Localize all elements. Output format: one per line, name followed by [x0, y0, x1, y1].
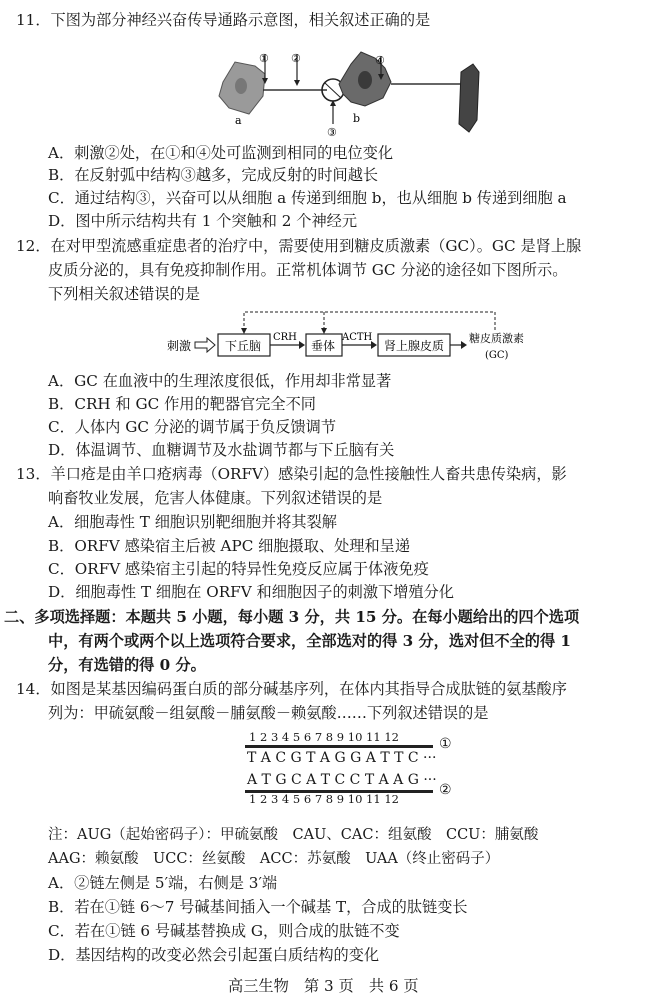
- q14-option-b: B．若在①链 6～7 号碱基间插入一个碱基 T，合成的肽链变长: [48, 898, 468, 916]
- section2-header-2: 中，有两个或两个以上选项符合要求，全部选对的得 3 分，选对但不全的得 1: [48, 632, 571, 650]
- q13-option-d: D．细胞毒性 T 细胞在 ORFV 和细胞因子的刺激下增殖分化: [48, 583, 454, 601]
- acth-label: ACTH: [342, 332, 373, 343]
- marker-3: ③: [327, 126, 337, 139]
- q14-note-2: AAG：赖氨酸 UCC：丝氨酸 ACC：苏氨酸 UAA（终止密码子）: [48, 851, 500, 867]
- q14-option-a: A．②链左侧是 5′端，右侧是 3′端: [48, 874, 278, 892]
- dna-sequence-figure: [245, 730, 465, 806]
- marker-4: ④: [375, 54, 385, 67]
- section2-header-3: 分，有选错的得 0 分。: [48, 656, 206, 674]
- q11-option-b: B．在反射弧中结构③越多，完成反射的时间越长: [48, 166, 379, 184]
- strand-1-sequence: T A C G T A G G A T T C ···: [247, 750, 437, 766]
- adrenal-cortex-box: 肾上腺皮质: [384, 339, 445, 353]
- q13-option-a: A．细胞毒性 T 细胞识别靶细胞并将其裂解: [48, 513, 337, 531]
- q11-option-a: A．刺激②处，在①和④处可监测到相同的电位变化: [48, 144, 394, 162]
- q14-stem-1: 14．如图是某基因编码蛋白质的部分碱基序列，在体内其指导合成肽链的氨基酸序: [16, 680, 567, 698]
- gc-regulation-diagram: [165, 306, 545, 368]
- q11-stem: 11．下图为部分神经兴奋传导通路示意图，相关叙述正确的是: [16, 11, 431, 29]
- section2-header-1: 二、多项选择题：本题共 5 小题，每小题 3 分，共 15 分。在每小题给出的四个选项: [4, 608, 580, 626]
- strand-1-line: [245, 745, 433, 748]
- q12-option-b: B．CRH 和 GC 作用的靶器官完全不同: [48, 395, 316, 413]
- q13-option-b: B．ORFV 感染宿主后被 APC 细胞摄取、处理和呈递: [48, 537, 411, 555]
- strand-1-marker: ①: [439, 736, 452, 752]
- neuron-diagram: [215, 44, 495, 139]
- stimulus-label: 刺激: [167, 339, 192, 353]
- q12-stem-2: 皮质分泌的，具有免疫抑制作用。正常机体调节 GC 分泌的途径如下图所示。: [48, 261, 568, 279]
- q14-note-1: 注：AUG（起始密码子）：甲硫氨酸 CAU、CAC：组氨酸 CCU：脯氨酸: [48, 827, 539, 843]
- marker-2: ②: [291, 52, 301, 65]
- q12-stem-3: 下列相关叙述错误的是: [48, 285, 200, 303]
- crh-label: CRH: [273, 332, 297, 343]
- page-footer: 高三生物 第 3 页 共 6 页: [228, 977, 419, 995]
- marker-1: ①: [259, 52, 269, 65]
- pituitary-box: 垂体: [311, 339, 336, 353]
- q12-option-a: A．GC 在血液中的生理浓度很低，作用却非常显著: [48, 372, 392, 390]
- q13-stem-2: 响畜牧业发展，危害人体健康。下列叙述错误的是: [48, 489, 383, 507]
- q12-stem-1: 12．在对甲型流感重症患者的治疗中，需要使用到糖皮质激素（GC）。GC 是肾上腺: [16, 237, 582, 255]
- cell-a-label: a: [235, 114, 242, 127]
- q13-stem-1: 13．羊口疮是由羊口疮病毒（ORFV）感染引起的急性接触性人畜共患传染病，影: [16, 465, 567, 483]
- base-numbers-bottom: 1 2 3 4 5 6 7 8 9 10 11 12: [249, 792, 399, 806]
- gc-abbr-label: (GC): [485, 350, 509, 361]
- q11-option-c: C．通过结构③，兴奋可以从细胞 a 传递到细胞 b，也从细胞 b 传递到细胞 a: [48, 189, 567, 207]
- cell-b-label: b: [353, 112, 361, 125]
- strand-2-sequence: A T G C A T C C T A A G ···: [247, 772, 437, 788]
- q14-stem-2: 列为：甲硫氨酸－组氨酸－脯氨酸－赖氨酸……下列叙述错误的是: [48, 704, 489, 722]
- q14-option-c: C．若在①链 6 号碱基替换成 G，则合成的肽链不变: [48, 922, 400, 940]
- q12-option-d: D．体温调节、血糖调节及水盐调节都与下丘脑有关: [48, 441, 395, 459]
- q14-option-d: D．基因结构的改变必然会引起蛋白质结构的变化: [48, 946, 380, 964]
- q12-option-c: C．人体内 GC 分泌的调节属于负反馈调节: [48, 418, 337, 436]
- base-numbers-top: 1 2 3 4 5 6 7 8 9 10 11 12: [249, 730, 399, 744]
- gc-label: 糖皮质激素: [469, 332, 524, 345]
- q13-option-c: C．ORFV 感染宿主引起的特异性免疫反应属于体液免疫: [48, 560, 429, 578]
- hypothalamus-box: 下丘脑: [225, 339, 262, 353]
- q11-option-d: D．图中所示结构共有 1 个突触和 2 个神经元: [48, 212, 358, 230]
- strand-2-marker: ②: [439, 782, 452, 798]
